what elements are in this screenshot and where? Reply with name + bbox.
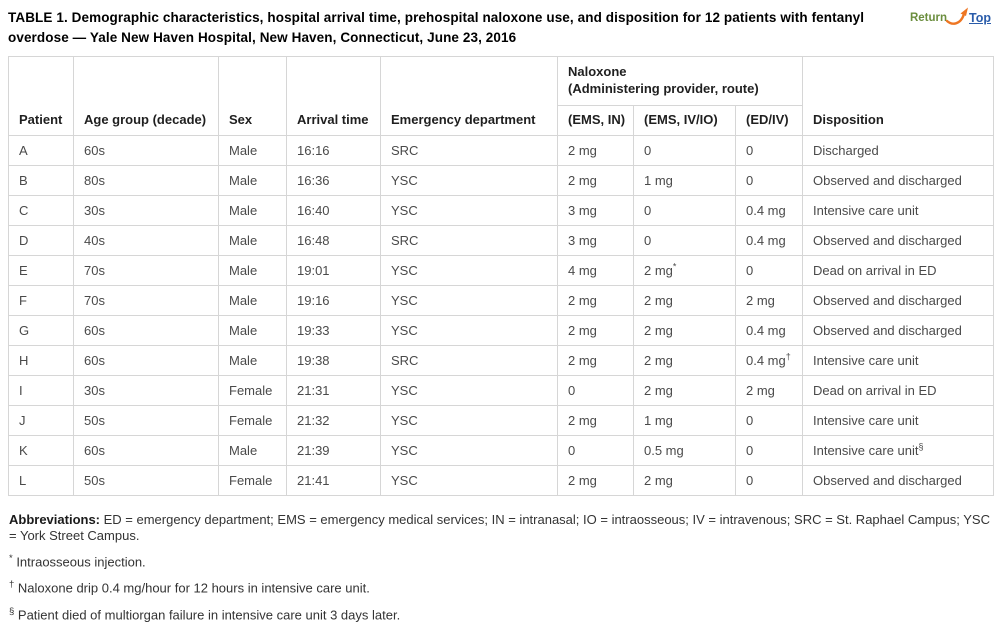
abbreviations-text: ED = emergency department; EMS = emergency medical services; IN = intranasal; IO = intraosseous; IV = intravenous; SRC = St. Raphael Campus; YSC = York Street Campus. <box>9 512 990 543</box>
cell-disposition: Dead on arrival in ED <box>803 376 994 406</box>
footnote: * Intraosseous injection. <box>9 553 146 570</box>
cell-naloxone-ems-in: 2 mg <box>558 316 634 346</box>
table-row <box>9 376 994 406</box>
cell-sex: Female <box>219 466 287 496</box>
table-row <box>9 346 994 376</box>
cell-sex: Male <box>219 196 287 226</box>
cell-naloxone-ems-ivio: 2 mg* <box>634 256 736 286</box>
cell-naloxone-ems-in: 2 mg <box>558 166 634 196</box>
cell-arrival-time: 21:32 <box>287 406 381 436</box>
cell-naloxone-ems-ivio: 2 mg <box>634 286 736 316</box>
cell-naloxone-ems-in: 0 <box>558 376 634 406</box>
naloxone-group-line2: (Administering provider, route) <box>568 81 759 96</box>
table-row <box>9 286 994 316</box>
cell-patient: I <box>9 376 74 406</box>
cell-naloxone-ems-ivio: 2 mg <box>634 376 736 406</box>
table-title: TABLE 1. Demographic characteristics, hospital arrival time, prehospital naloxone use, and disposition for 12 patients with fentanyl overdose — Yale New Haven Hospital, New Haven, Connecticut, June 23, 2016 <box>8 10 865 45</box>
demographics-table <box>8 56 994 496</box>
cell-arrival-time: 21:31 <box>287 376 381 406</box>
cell-patient: H <box>9 346 74 376</box>
cell-naloxone-ed-iv: 0.4 mg† <box>736 346 803 376</box>
cell-emergency-department: SRC <box>381 226 558 256</box>
cell-naloxone-ed-iv: 0 <box>736 256 803 286</box>
cell-emergency-department: SRC <box>381 136 558 166</box>
cell-naloxone-ems-in: 2 mg <box>558 136 634 166</box>
col-header-patient: Patient <box>9 57 74 136</box>
cell-emergency-department: SRC <box>381 346 558 376</box>
footnotes <box>9 512 993 623</box>
cell-naloxone-ed-iv: 0 <box>736 406 803 436</box>
cell-naloxone-ems-in: 2 mg <box>558 406 634 436</box>
table-row <box>9 466 994 496</box>
cell-patient: C <box>9 196 74 226</box>
cell-naloxone-ems-in: 3 mg <box>558 196 634 226</box>
cell-age-group: 60s <box>74 436 219 466</box>
col-header-emergency-department: Emergency department <box>381 57 558 136</box>
cell-patient: F <box>9 286 74 316</box>
cell-naloxone-ems-ivio: 1 mg <box>634 166 736 196</box>
cell-naloxone-ed-iv: 0 <box>736 436 803 466</box>
cell-sex: Male <box>219 346 287 376</box>
cell-age-group: 60s <box>74 346 219 376</box>
cell-naloxone-ems-in: 0 <box>558 436 634 466</box>
cell-age-group: 30s <box>74 376 219 406</box>
cell-arrival-time: 19:38 <box>287 346 381 376</box>
cell-arrival-time: 21:41 <box>287 466 381 496</box>
cell-age-group: 50s <box>74 406 219 436</box>
cell-sex: Male <box>219 226 287 256</box>
cell-naloxone-ems-in: 2 mg <box>558 286 634 316</box>
naloxone-group-line1: Naloxone <box>568 64 627 79</box>
table-header <box>9 57 994 136</box>
cell-disposition: Dead on arrival in ED <box>803 256 994 286</box>
cell-sex: Male <box>219 436 287 466</box>
cell-arrival-time: 19:01 <box>287 256 381 286</box>
cell-disposition: Intensive care unit <box>803 196 994 226</box>
cell-age-group: 70s <box>74 256 219 286</box>
cell-emergency-department: YSC <box>381 166 558 196</box>
cell-emergency-department: YSC <box>381 436 558 466</box>
cell-naloxone-ems-in: 3 mg <box>558 226 634 256</box>
cell-arrival-time: 16:16 <box>287 136 381 166</box>
cell-disposition: Discharged <box>803 136 994 166</box>
cell-arrival-time: 16:36 <box>287 166 381 196</box>
cell-age-group: 60s <box>74 136 219 166</box>
cell-naloxone-ems-in: 4 mg <box>558 256 634 286</box>
footnote-abbreviations <box>9 512 993 544</box>
cell-patient: G <box>9 316 74 346</box>
table-row <box>9 226 994 256</box>
col-header-sex: Sex <box>219 57 287 136</box>
cell-arrival-time: 19:33 <box>287 316 381 346</box>
table-row <box>9 406 994 436</box>
cell-naloxone-ems-ivio: 2 mg <box>634 316 736 346</box>
cell-sex: Male <box>219 286 287 316</box>
cell-naloxone-ems-ivio: 1 mg <box>634 406 736 436</box>
cell-age-group: 70s <box>74 286 219 316</box>
table-row <box>9 136 994 166</box>
cell-naloxone-ed-iv: 0.4 mg <box>736 196 803 226</box>
cell-sex: Female <box>219 406 287 436</box>
col-header-naloxone-ems-in: (EMS, IN) <box>558 106 634 136</box>
cell-patient: L <box>9 466 74 496</box>
cell-arrival-time: 16:40 <box>287 196 381 226</box>
cell-patient: E <box>9 256 74 286</box>
cell-naloxone-ems-ivio: 2 mg <box>634 346 736 376</box>
top-link[interactable]: Top <box>969 11 991 25</box>
cell-naloxone-ems-in: 2 mg <box>558 466 634 496</box>
table-row <box>9 256 994 286</box>
cell-naloxone-ed-iv: 0.4 mg <box>736 226 803 256</box>
footnote: § Patient died of multiorgan failure in intensive care unit 3 days later. <box>9 605 401 622</box>
col-header-naloxone-group <box>558 57 803 106</box>
cell-naloxone-ems-ivio: 0 <box>634 136 736 166</box>
col-header-disposition: Disposition <box>803 57 994 136</box>
cell-disposition: Observed and discharged <box>803 286 994 316</box>
cell-sex: Male <box>219 256 287 286</box>
footnote-list <box>9 551 993 623</box>
return-top-link[interactable] <box>910 7 991 29</box>
cell-emergency-department: YSC <box>381 256 558 286</box>
cell-age-group: 60s <box>74 316 219 346</box>
cell-disposition: Intensive care unit§ <box>803 436 994 466</box>
cell-disposition: Observed and discharged <box>803 316 994 346</box>
cell-naloxone-ems-ivio: 0 <box>634 226 736 256</box>
cell-age-group: 80s <box>74 166 219 196</box>
cell-sex: Male <box>219 316 287 346</box>
table-row <box>9 166 994 196</box>
cell-patient: K <box>9 436 74 466</box>
cell-sex: Female <box>219 376 287 406</box>
footnote: † Naloxone drip 0.4 mg/hour for 12 hours in intensive care unit. <box>9 579 370 596</box>
return-arrow-icon <box>945 6 971 33</box>
col-header-naloxone-ed-iv: (ED/IV) <box>736 106 803 136</box>
cell-age-group: 40s <box>74 226 219 256</box>
cell-emergency-department: YSC <box>381 196 558 226</box>
cell-emergency-department: YSC <box>381 316 558 346</box>
cell-disposition: Intensive care unit <box>803 346 994 376</box>
col-header-age-group: Age group (decade) <box>74 57 219 136</box>
table-row <box>9 316 994 346</box>
cell-patient: D <box>9 226 74 256</box>
col-header-naloxone-ems-ivio: (EMS, IV/IO) <box>634 106 736 136</box>
cell-naloxone-ems-in: 2 mg <box>558 346 634 376</box>
cell-disposition: Observed and discharged <box>803 166 994 196</box>
cell-emergency-department: YSC <box>381 406 558 436</box>
cell-arrival-time: 16:48 <box>287 226 381 256</box>
cell-patient: J <box>9 406 74 436</box>
cell-emergency-department: YSC <box>381 466 558 496</box>
cell-naloxone-ed-iv: 2 mg <box>736 286 803 316</box>
cell-sex: Male <box>219 136 287 166</box>
table-row <box>9 196 994 226</box>
cell-age-group: 50s <box>74 466 219 496</box>
cell-disposition: Observed and discharged <box>803 226 994 256</box>
col-header-arrival-time: Arrival time <box>287 57 381 136</box>
cell-naloxone-ed-iv: 0 <box>736 166 803 196</box>
cell-naloxone-ems-ivio: 0 <box>634 196 736 226</box>
table-row <box>9 436 994 466</box>
cell-patient: A <box>9 136 74 166</box>
cell-sex: Male <box>219 166 287 196</box>
cell-arrival-time: 19:16 <box>287 286 381 316</box>
cell-arrival-time: 21:39 <box>287 436 381 466</box>
table-body <box>9 136 994 496</box>
cell-naloxone-ems-ivio: 0.5 mg <box>634 436 736 466</box>
cell-emergency-department: YSC <box>381 376 558 406</box>
cell-disposition: Observed and discharged <box>803 466 994 496</box>
cell-naloxone-ems-ivio: 2 mg <box>634 466 736 496</box>
cell-naloxone-ed-iv: 0 <box>736 136 803 166</box>
cell-naloxone-ed-iv: 0 <box>736 466 803 496</box>
cell-patient: B <box>9 166 74 196</box>
cell-naloxone-ed-iv: 2 mg <box>736 376 803 406</box>
cell-emergency-department: YSC <box>381 286 558 316</box>
return-label[interactable]: Return <box>909 12 948 24</box>
cell-disposition: Intensive care unit <box>803 406 994 436</box>
cell-naloxone-ed-iv: 0.4 mg <box>736 316 803 346</box>
abbreviations-label: Abbreviations: <box>9 512 101 527</box>
cell-age-group: 30s <box>74 196 219 226</box>
